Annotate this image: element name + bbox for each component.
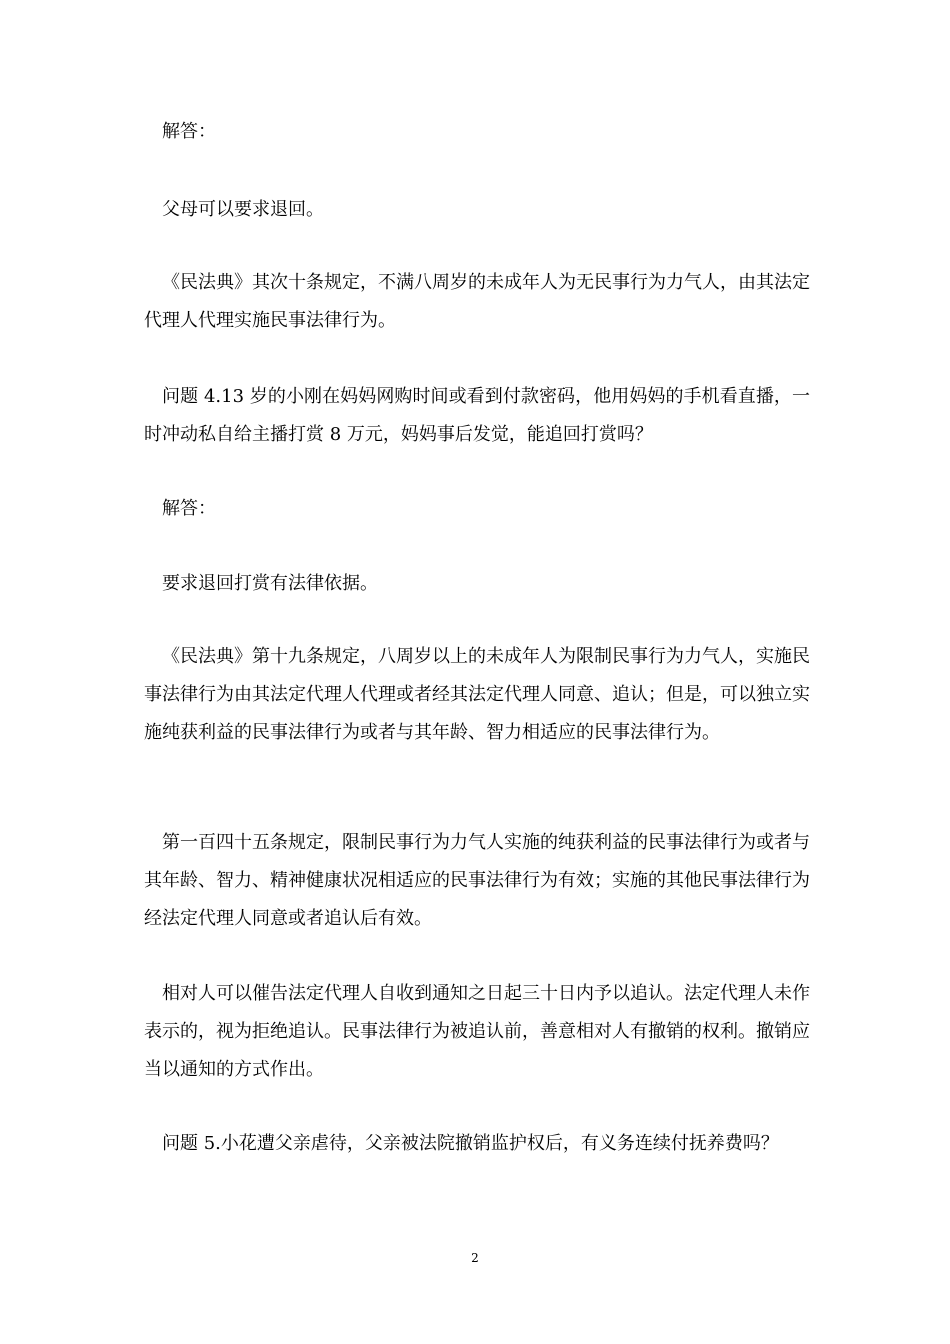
civil-code-article-19: 《民法典》第十九条规定，八周岁以上的未成年人为限制民事行为力气人，实施民事法律行为由其法定代理人代理或者经其法定代理人同意、追认；但是，可以独立实施纯获利益的民事法律行为或者与其年龄、智力相适应的民事法律行为。 [144,646,810,743]
answer-text-2: 要求退回打赏有法律依据。 [162,573,378,594]
ratification-paragraph: 相对人可以催告法定代理人自收到通知之日起三十日内予以追认。法定代理人未作表示的，视为拒绝追认。民事法律行为被追认前，善意相对人有撤销的权利。撤销应当以通知的方式作出。 [144,983,810,1080]
answer-label-1: 解答： [162,121,216,142]
answer-label-2: 解答： [162,498,216,519]
question-5: 问题 5.小花遭父亲虐待，父亲被法院撤销监护权后，有义务连续付抚养费吗？ [162,1133,779,1154]
answer-text-1: 父母可以要求退回。 [162,199,324,220]
question-4: 问题 4.13 岁的小刚在妈妈网购时间或看到付款密码，他用妈妈的手机看直播，一时冲动私自给主播打赏 8 万元，妈妈事后发觉，能追回打赏吗？ [144,386,810,445]
civil-code-article-20: 《民法典》其次十条规定，不满八周岁的未成年人为无民事行为力气人，由其法定代理人代理实施民事法律行为。 [144,272,810,331]
article-145: 第一百四十五条规定，限制民事行为力气人实施的纯获利益的民事法律行为或者与其年龄、智力、精神健康状况相适应的民事法律行为有效；实施的其他民事法律行为经法定代理人同意或者追认后有效。 [144,832,810,929]
page-number: 2 [471,1251,479,1265]
